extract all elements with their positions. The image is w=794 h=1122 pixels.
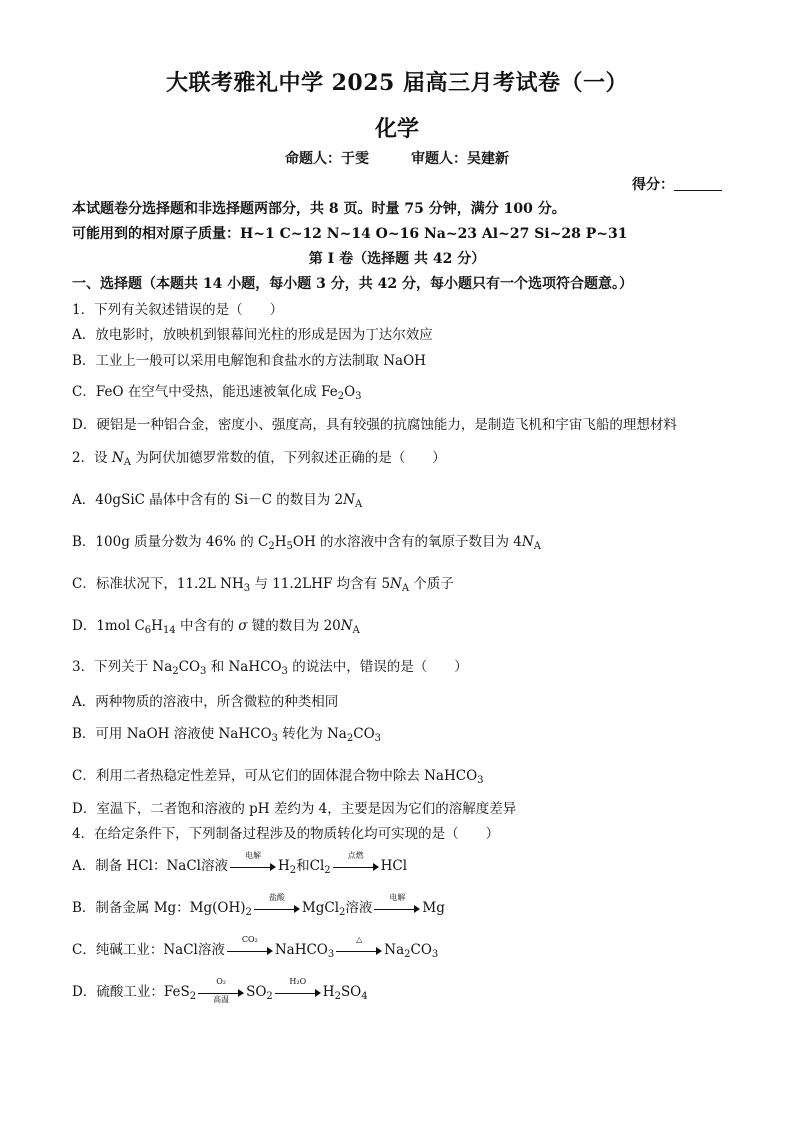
q2-b-m: H [274,534,287,550]
q4-option-c [72,934,439,960]
q2-d-sub2: 14 [162,625,176,636]
score-blank[interactable] [674,176,722,191]
intro-line-2: 可能用到的相对原子质量：H~1 C~12 N~14 O~16 Na~23 Al~27 Si~28 P~31 [72,226,628,242]
q2-b-sub1: 2 [268,541,275,552]
reaction-arrow-icon [275,976,321,1000]
q4-c-sub2: 2 [404,949,411,960]
q2-a-n: N [343,492,355,508]
q4-b-mid2: 溶液 [345,900,373,916]
q4-c-pre: C．纯碱工业：NaCl溶液 [72,942,225,958]
q3-option-b [72,722,381,742]
q2-b-n: N [521,534,534,550]
q3-b-pre: B．可用 NaOH 溶液使 NaHCO [72,726,272,742]
q2-a-sub: A [354,499,363,510]
q4-b-sub2: 2 [339,907,346,918]
q2-d-n: N [340,618,353,634]
q4-d-end: H [322,984,335,1000]
q4-a-end: HCl [380,858,408,874]
q2-d-sub1: 6 [144,625,152,636]
q2-option-c [72,572,454,592]
section-heading: 一、选择题（本题共 14 小题，每小题 3 分，共 42 分，每小题只有一个选项符合题意。） [72,276,633,292]
q4-c-sub1: 3 [327,949,335,960]
q3-stem-end: 的说法中，错误的是（ ） [287,659,468,675]
q3-b-m: CO [353,726,375,742]
q2-b-pre: B．100g 质量分数为 46% 的 C [72,534,269,550]
arrow-label: CO₂ [241,934,258,944]
q3-option-c [72,764,484,784]
q2-stem-n: N [111,450,124,466]
reviewer-label: 审题人：吴建新 [411,151,509,167]
q3-c-sub1: 3 [477,775,484,786]
q2-option-b [72,530,541,550]
q2-b-sub: A [533,541,541,552]
q4-c-mid: NaHCO [274,942,328,958]
arrow-label: 点燃 [347,850,364,860]
q2-c-n: N [390,576,402,592]
q3-stem-sub2: 3 [200,666,207,677]
q1-c-sub2: 3 [355,391,362,402]
q1-option-d: D．硬铝是一种铝合金，密度小、强度高，具有较强的抗腐蚀能力，是制造飞机和宇宙飞船的理想材料 [72,417,677,433]
q1-stem: 1．下列有关叙述错误的是（ ） [72,302,284,318]
q2-d-m: H [151,618,163,634]
q2-stem [72,446,446,466]
q1-option-c [72,380,362,400]
q2-b-mid: OH 的水溶液中含有的氧原子数目为 4 [292,534,522,550]
q4-option-a [72,850,408,876]
q2-d-sub: A [352,625,360,636]
q1-c-sub1: 2 [337,391,345,402]
q3-stem-sub1: 2 [172,666,179,677]
part-title: 第 Ⅰ 卷（选择题 共 42 分） [308,251,486,267]
intro-line-1: 本试题卷分选择题和非选择题两部分，共 8 页。时量 75 分钟，满分 100 分。 [72,201,566,217]
q1-option-a: A．放电影时，放映机到银幕间光柱的形成是因为丁达尔效应 [72,327,433,343]
q4-b-pre: B．制备金属 Mg：Mg(OH) [72,900,246,916]
q4-a-sub1: 2 [289,865,297,876]
q4-a-mid: H [277,858,290,874]
q3-stem-post: 和 NaHCO [206,659,282,675]
q3-stem [72,655,468,675]
q4-c-end: Na [384,942,405,958]
authors-line [0,148,794,168]
arrow-label: △ [356,934,363,944]
q2-c-post: 个质子 [409,576,454,592]
q2-c-sub: A [401,583,410,594]
q4-c-sub3: 3 [431,949,439,960]
q3-option-d: D．室温下，二者饱和溶液的 pH 差约为 4，主要是因为它们的溶解度差异 [72,801,517,817]
arrow-label: H₂O [289,976,307,986]
q4-b-sub1: 2 [245,907,252,918]
q4-c-end2: CO [410,942,432,958]
q3-stem-pre: 3．下列关于 Na [72,659,173,675]
arrow-label: O₂ [216,976,226,986]
score-field [632,174,722,194]
q4-a-mid2: 和Cl [296,858,325,874]
reaction-arrow-icon [254,892,300,916]
q3-c-pre: C．利用二者热稳定性差异，可从它们的固体混合物中除去 NaHCO [72,768,478,784]
arrow-label: 电解 [389,892,406,902]
q4-b-end: Mg [422,900,445,916]
author-label: 命题人：于雯 [285,151,369,167]
q4-stem: 4．在给定条件下，下列制备过程涉及的物质转化均可实现的是（ ） [72,826,500,842]
q4-d-mid: SO [246,984,267,1000]
subject-title: 化学 [374,116,419,142]
score-label: 得分： [632,177,674,193]
q4-option-b [72,892,445,918]
q2-d-mid2: 键的数目为 20 [247,618,341,634]
q4-d-sub3: 2 [334,991,341,1002]
q2-stem-post: 为阿伏加德罗常数的值，下列叙述正确的是（ ） [130,450,446,466]
reaction-arrow-icon [198,976,244,1004]
q3-b-sub3: 3 [374,733,382,744]
q2-c-mid: 与 11.2LHF 均含有 5 [250,576,391,592]
q4-a-sub2: 2 [324,865,331,876]
q2-stem-sub: A [123,457,131,468]
arrow-label-below: 高温 [213,994,230,1004]
q3-b-sub2: 2 [346,733,354,744]
q2-b-sub2: 5 [286,541,293,552]
q2-stem-pre: 2．设 [72,450,112,466]
q4-d-pre: D．硫酸工业：FeS [72,984,190,1000]
q4-d-sub1: 2 [189,991,197,1002]
q2-option-a [72,488,362,508]
reaction-arrow-icon [374,892,420,916]
q4-b-mid: MgCl [301,900,340,916]
q3-b-mid: 转化为 Na [277,726,347,742]
q2-c-sub1: 3 [243,583,251,594]
q3-stem-m: CO [178,659,201,675]
q2-d-pre: D．1mol C [72,618,145,634]
q2-d-sigma: σ [238,618,248,634]
q1-c-mid: O [344,384,356,400]
q4-d-end2: SO [340,984,362,1000]
reaction-arrow-icon [336,934,382,958]
q3-option-a: A．两种物质的溶液中，所含微粒的种类相同 [72,694,339,710]
q1-option-b: B．工业上一般可以采用电解饱和食盐水的方法制取 NaOH [72,353,426,369]
exam-title: 大联考雅礼中学 2025 届高三月考试卷（一） [165,70,629,96]
reaction-arrow-icon [333,850,379,874]
reaction-arrow-icon [230,850,276,874]
q2-d-mid: 中含有的 [175,618,239,634]
q4-d-sub2: 2 [266,991,273,1002]
q2-a-text: A．40gSiC 晶体中含有的 Si－C 的数目为 2 [72,492,344,508]
q3-b-sub1: 3 [271,733,278,744]
q2-option-d [72,614,360,634]
arrow-label: 盐酸 [268,892,285,902]
reaction-arrow-icon [227,934,273,958]
q4-a-pre: A．制备 HCl：NaCl溶液 [72,858,228,874]
q1-c-text: C．FeO 在空气中受热，能迅速被氧化成 Fe [72,384,338,400]
q3-stem-sub3: 3 [281,666,288,677]
q4-d-sub4: 4 [361,991,368,1002]
q2-c-pre: C．标准状况下，11.2L NH [72,576,244,592]
q4-option-d [72,976,368,1004]
arrow-label: 电解 [244,850,261,860]
